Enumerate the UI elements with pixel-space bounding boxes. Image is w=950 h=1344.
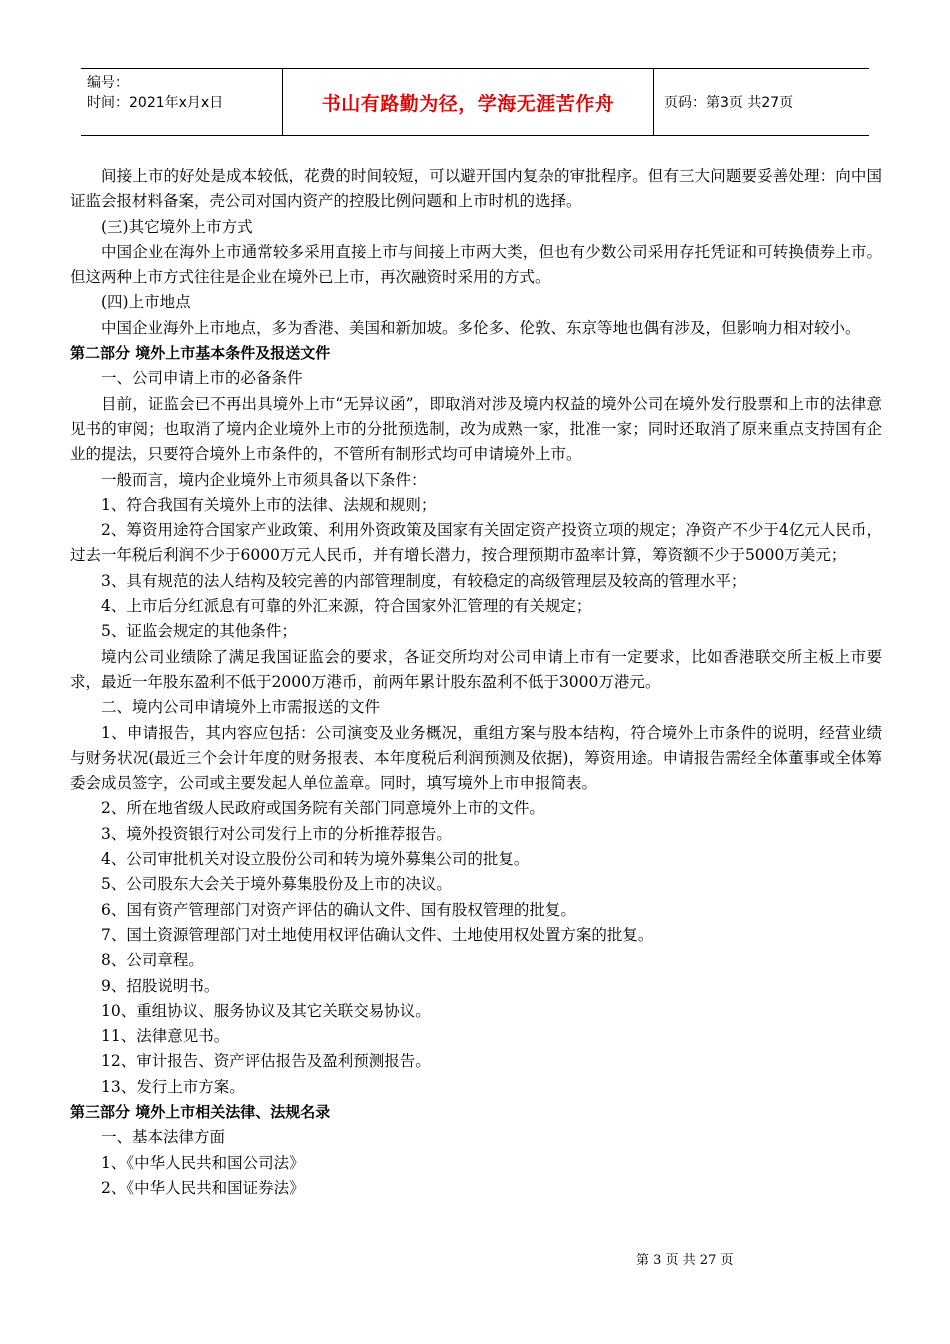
section-heading: 第三部分 境外上市相关法律、法规名录 [70,1102,331,1121]
paragraph: 境内公司业绩除了满足我国证监会的要求，各证交所均对公司申请上市有一定要求，比如香港联交所主板上市要求，最近一年股东盈利不低于2000万港币，前两年累计股东盈利不低于3000万港元。 [70,647,882,691]
paragraph: 4、公司审批机关对设立股份公司和转为境外募集公司的批复。 [101,850,530,869]
document-body [70,164,882,1201]
paragraph: 一、公司申请上市的必备条件 [101,369,303,388]
paragraph: 6、国有资产管理部门对资产评估的确认文件、国有股权管理的批复。 [101,900,576,919]
paragraph: (三)其它境外上市方式 [101,217,253,236]
paragraph: 3、具有规范的法人结构及较完善的内部管理制度，有较稳定的高级管理层及较高的管理水平； [101,571,747,590]
page-header [81,68,869,136]
paragraph: 1、《中华人民共和国公司法》 [101,1153,305,1172]
paragraph: 13、发行上市方案。 [101,1077,245,1096]
paragraph: 目前，证监会已不再出具境外上市“无异议函”，即取消对涉及境内权益的境外公司在境外发行股票和上市的法律意见书的审阅；也取消了境内企业境外上市的分批预选制，改为成熟一家，批准一家；同时还取消了原来重点支持国有企业的提法，只要符合境外上市条件的，不管所有制形式均可申请境外上市。 [70,394,882,464]
header-motto: 书山有路勤为径，学海无涯苦作舟 [282,69,654,135]
paragraph: 1、符合我国有关境外上市的法律、法规和规则； [101,495,437,514]
paragraph: 2、筹资用途符合国家产业政策、利用外资政策及国家有关固定资产投资立项的规定；净资产不少于4亿元人民币，过去一年税后利润不少于6000万元人民币，并有增长潜力，按合理预期市盈率计算，筹资额不少于5000万美元； [70,521,882,565]
paragraph: 一、基本法律方面 [101,1128,226,1147]
document-number-label: 编号： [87,75,129,91]
paragraph: 2、所在地省级人民政府或国务院有关部门同意境外上市的文件。 [101,799,545,818]
paragraph: 7、国土资源管理部门对土地使用权评估确认文件、土地使用权处置方案的批复。 [101,925,654,944]
section-heading: 第二部分 境外上市基本条件及报送文件 [70,344,331,363]
paragraph: 中国企业海外上市地点，多为香港、美国和新加坡。多伦多、伦敦、东京等地也偶有涉及，但影响力相对较小。 [101,318,861,337]
paragraph: 9、招股说明书。 [101,976,220,995]
page-footer: 第 3 页 共 27 页 [636,1253,734,1268]
paragraph: 4、上市后分红派息有可靠的外汇来源，符合国家外汇管理的有关规定； [101,597,592,616]
paragraph: (四)上市地点 [101,293,191,312]
paragraph: 5、公司股东大会关于境外募集股份及上市的决议。 [101,875,452,894]
paragraph: 1、申请报告，其内容应包括：公司演变及业务概况，重组方案与股本结构，符合境外上市条件的说明，经营业绩与财务状况(最近三个会计年度的财务报表、本年度税后利润预测及依据)，筹资用途。申请报告需经全体董事或全体筹委会成员签字，公司或主要发起人单位盖章。同时，填写境外上市申报简表。 [70,723,882,793]
header-page-number: 页码：第3页 共27页 [664,95,794,111]
paragraph: 10、重组协议、服务协议及其它关联交易协议。 [101,1001,431,1020]
paragraph: 8、公司章程。 [101,951,204,970]
paragraph: 5、证监会规定的其他条件； [101,622,297,641]
paragraph: 二、境内公司申请境外上市需报送的文件 [101,698,381,717]
document-date-label: 时间：2021年x月x日 [87,95,224,111]
paragraph: 间接上市的好处是成本较低，花费的时间较短，可以避开国内复杂的审批程序。但有三大问题要妥善处理：向中国证监会报材料备案，壳公司对国内资产的控股比例问题和上市时机的选择。 [70,167,882,211]
paragraph: 12、审计报告、资产评估报告及盈利预测报告。 [101,1052,431,1071]
paragraph: 一般而言，境内企业境外上市须具备以下条件： [101,470,427,489]
paragraph: 3、境外投资银行对公司发行上市的分析推荐报告。 [101,824,452,843]
header-meta [81,69,282,135]
paragraph: 2、《中华人民共和国证券法》 [101,1178,305,1197]
paragraph: 11、法律意见书。 [101,1027,230,1046]
paragraph: 中国企业在海外上市通常较多采用直接上市与间接上市两大类，但也有少数公司采用存托凭证和可转换债券上市。但这两种上市方式往往是企业在境外已上市，再次融资时采用的方式。 [70,242,882,287]
